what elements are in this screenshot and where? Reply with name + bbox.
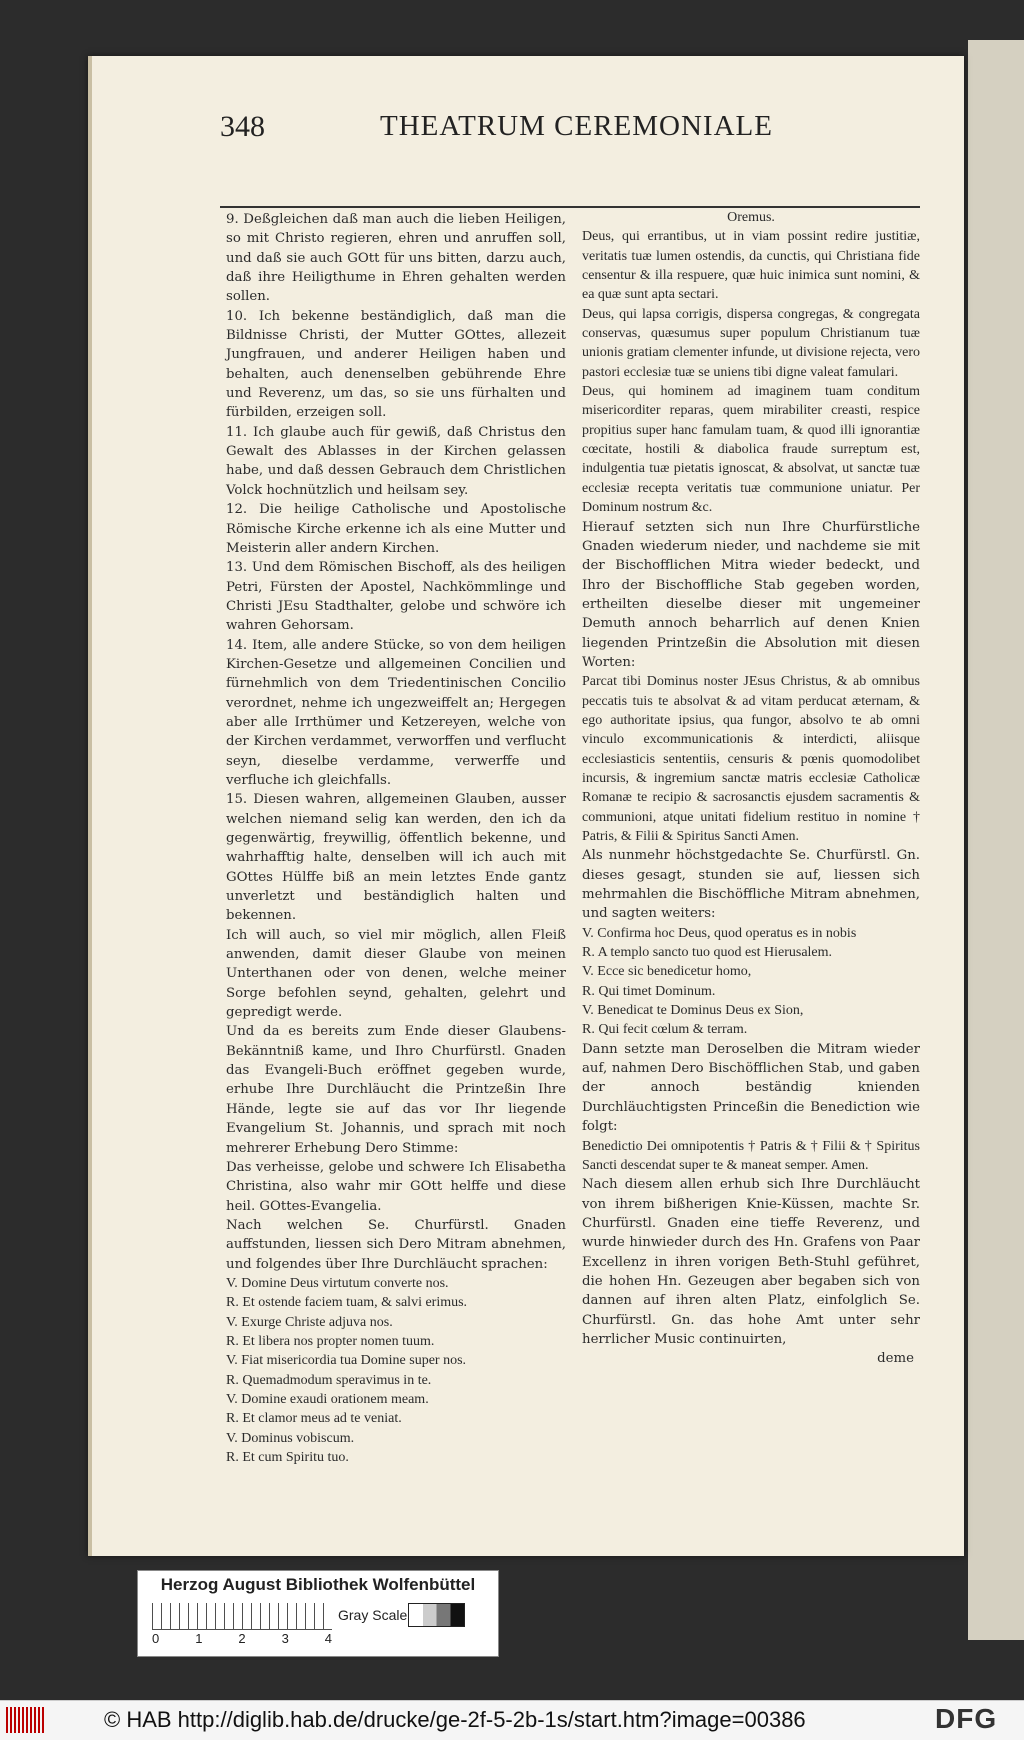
paragraph: 13. Und dem Römischen Bischoff, als des heiligen Petri, Fürsten der Apostel, Nachkömmlinge und Christi JEsu Stadthalter, gelobe und schwöre ich wahren Gehorsam. (226, 560, 566, 634)
barcode-icon (6, 1707, 46, 1733)
paragraph: Ich will auch, so viel mir möglich, allen Fleiß anwenden, damit dieser Glaube von meinen Unterthanen oder von denen, welche meiner Sorge befohlen seynd, gehalten, gelehrt und gepredigt werde. (226, 927, 566, 1021)
source-link[interactable]: © HAB http://diglib.hab.de/drucke/ge-2f-5-2b-1s/start.htm?image=00386 (104, 1707, 806, 1732)
tick-label: 3 (281, 1631, 289, 1646)
paragraph: 14. Item, alle andere Stücke, so von dem heiligen Kirchen-Gesetze und allgemeinen Concilien und fürnehmlich von dem Triedentinischen Concilio verordnet, nehme ich ungezweiffelt an; Hergegen aber alle Irrthümer und Ketzereyen, welche von der Kirchen verdammet, verworffen und verflucht seyn, dieselbe verdamme, verwerffe und verfluche ich gleichfalls. (226, 637, 566, 788)
paragraph: Das verheisse, gelobe und schwere Ich Elisabetha Christina, also wahr mir GOtt helffe und diese heil. GOttes-Evangelia. (226, 1159, 566, 1214)
versicle: R. Qui fecit cœlum & terram. (582, 1022, 748, 1038)
section-heading: Oremus. (727, 210, 775, 225)
paragraph: Und da es bereits zum Ende dieser Glaubens-Bekänntniß kame, und Ihro Churfürstl. Gnaden das Evangeli-Buch eröffnet gegeben wurde, erhube Ihre Durchläucht die Printzeßin Ihre Hände, legte sie auf das vor Ihr liegende Evangelium St. Johannis, und sprach mit noch mehrerer Erhebung Dero Stimme: (226, 1024, 566, 1156)
versicle: V. Exurge Christe adjuva nos. (226, 1314, 393, 1330)
versicle: R. Qui timet Dominum. (582, 983, 716, 999)
prayer: Deus, qui hominem ad imaginem tuam conditum misericorditer reparas, quem mirabiliter creasti, respice propitius super hanc famulam tuam, & quod illi ignorantiæ cœcitate, hostili & diabolica fraude surreptum est, indulgentia tuæ pietatis ignoscat, & absolvat, ut sanctæ tuæ ecclesiæ recepta veritatis tuæ communione uniatur. Per Dominum nostrum &c. (582, 384, 920, 516)
versicle: V. Fiat misericordia tua Domine super nos. (226, 1353, 467, 1369)
paragraph: 12. Die heilige Catholische und Apostolische Römische Kirche erkenne ich als eine Mutter und Meisterin aller andern Kirchen. (226, 502, 566, 556)
versicle: R. Et cum Spiritu tuo. (226, 1450, 349, 1465)
left-column (226, 210, 566, 1467)
versicle: R. Quemadmodum speravimus in te. (226, 1372, 432, 1388)
scale-ruler (152, 1603, 332, 1630)
tick-label: 1 (195, 1631, 203, 1646)
benediction: Benedictio Dei omnipotentis † Patris & † Filii & † Spiritus Sancti descendat super te & maneat semper. Amen. (582, 1138, 920, 1173)
prayer: Deus, qui errantibus, ut in viam possint redire justitiæ, veritatis tuæ lumen ostendis, da cunctis, qui Christiana fide censentur & illa respuere, quæ huic inimica sunt nomini, & ea quæ sunt apta sectari. (582, 229, 920, 303)
page-number: 348 (220, 110, 265, 143)
paragraph: Nach welchen Se. Churfürstl. Gnaden auffstunden, liessen sich Dero Mitram abnehmen, und folgendes über Ihre Durchläucht sprachen: (226, 1217, 566, 1272)
paragraph: 15. Diesen wahren, allgemeinen Glauben, ausser welchen niemand selig kan werden, den ich da gegenwärtig, freywillig, öffentlich bekenne, und wahrhafftig halte, denselben will ich auch mit GOttes Hülffe biß an mein letztes Ende gantz unverletzt und beständiglich halten und bekennen. (226, 792, 566, 924)
color-calibration-card (137, 1570, 499, 1657)
prayer: Deus, qui lapsa corrigis, dispersa congregas, & congregata conservas, quæsumus super populum Christianum tuæ unionis gratiam clementer infunde, ut divisione rejecta, vero pastori ecclesiæ tuæ se uniens tibi digne valeat famulari. (582, 306, 920, 380)
paragraph: Dann setzte man Deroselben die Mitram wieder auf, nahmen Dero Bischöfflichen Stab, und gaben der annoch beständig knienden Durchläuchtigsten Princeßin die Benediction wie folgt: (582, 1041, 920, 1135)
right-column (582, 208, 920, 1369)
versicle: V. Domine Deus virtutum converte nos. (226, 1275, 449, 1291)
tick-label: 0 (152, 1631, 160, 1646)
tick-label: 2 (238, 1631, 246, 1646)
versicle: R. Et clamor meus ad te veniat. (226, 1411, 402, 1427)
facing-page-edge (968, 40, 1024, 1640)
viewer-footer (0, 1700, 1024, 1740)
versicle: V. Ecce sic benedicetur homo, (582, 964, 752, 980)
running-title: THEATRUM CEREMONIALE (380, 110, 773, 142)
paragraph: Hierauf setzten sich nun Ihre Churfürstliche Gnaden wiederum nieder, und nachdeme sie mit der Bischofflichen Mitra wieder bedeckt, und Ihro der Bischoffliche Stab gegeben worden, ertheilten dieselbe dieser mit ungemeiner Demuth annoch beharrlich auf denen Knien liegenden Printzeßin die Absolution mit diesen Worten: (582, 519, 920, 670)
tick-label: 4 (324, 1631, 332, 1646)
ruler-ticks (152, 1631, 332, 1646)
gray-scale-swatch (408, 1603, 465, 1627)
versicle: V. Confirma hoc Deus, quod operatus es in nobis (582, 925, 857, 941)
library-name: Herzog August Bibliothek Wolfenbüttel (160, 1575, 476, 1594)
paragraph: Als nunmehr höchstgedachte Se. Churfürstl. Gn. dieses gesagt, stunden sie auf, liessen sich mehrmahlen die Bischöffliche Mitram abnehmen, und sagten weiters: (582, 848, 920, 922)
versicle: R. A templo sancto tuo quod est Hierusalem. (582, 945, 833, 961)
versicle: V. Benedicat te Dominus Deus ex Sion, (582, 1003, 804, 1019)
absolution: Parcat tibi Dominus noster JEsus Christus, & ab omnibus peccatis tuis te absolvat & ad vitam perducat æternam, & ego authoritate ipsius, qua fungor, absolvo te ab omni vinculo excommunicationis & interdicti, aliisque ecclesiasticis sententiis, censuris & pœnis quomodolibet incursis, & ingremium sanctæ matris ecclesiæ Catholicæ Romanæ te recipio & sacrosanctis ejusdem sacramentis & communioni, atque unitati fidelium restituo in nomine † Patris, & Filii & Spiritus Sancti Amen. (582, 674, 920, 844)
paragraph: 11. Ich glaube auch für gewiß, daß Christus den Gewalt des Ablasses in der Kirchen gelassen habe, und daß dessen Gebrauch dem Christlichen Volck hochnützlich und heilsam sey. (226, 424, 566, 498)
versicle: R. Et ostende faciem tuam, & salvi erimus. (226, 1295, 468, 1311)
paragraph: 10. Ich bekenne beständiglich, daß man die Bildnisse Christi, der Mutter GOttes, allezeit Jungfrauen, und anderer Heiligen haben und behalten, auch denenselben gebührende Ehre und Reverenz, um das, so sie uns fürhalten und fürbilden, erzeigen soll. (226, 308, 566, 421)
dfg-logo: DFG (935, 1703, 998, 1734)
versicle: V. Dominus vobiscum. (226, 1430, 355, 1446)
paragraph: Nach diesem allen erhub sich Ihre Durchläucht von ihrem bißherigen Knie-Küssen, machte Sr. Churfürstl. Gnaden eine tieffe Reverenz, und wurde hinwieder durch des Hn. Grafens von Paar Excellenz in ihren vorigen Beth-Stuhl geführet, die hohen Hn. Gezeugen aber begaben sich von dannen auf ihren alten Platz, einfolglich Se. Churfürstl. Gn. das hohe Amt unter sehr herrlicher Music continuirten, (582, 1177, 920, 1347)
page-header (220, 110, 920, 150)
catchword: deme (877, 1351, 914, 1367)
versicle: V. Domine exaudi orationem meam. (226, 1391, 429, 1407)
versicle: R. Et libera nos propter nomen tuum. (226, 1333, 435, 1349)
gray-scale-label: Gray Scale (338, 1607, 408, 1623)
paragraph: 9. Deßgleichen daß man auch die lieben Heiligen, so mit Christo regieren, ehren und anruffen soll, und daß sie auch GOtt für uns bitten, darzu auch, daß ihre Heiligthume in Ehren gehalten werden sollen. (226, 212, 566, 305)
